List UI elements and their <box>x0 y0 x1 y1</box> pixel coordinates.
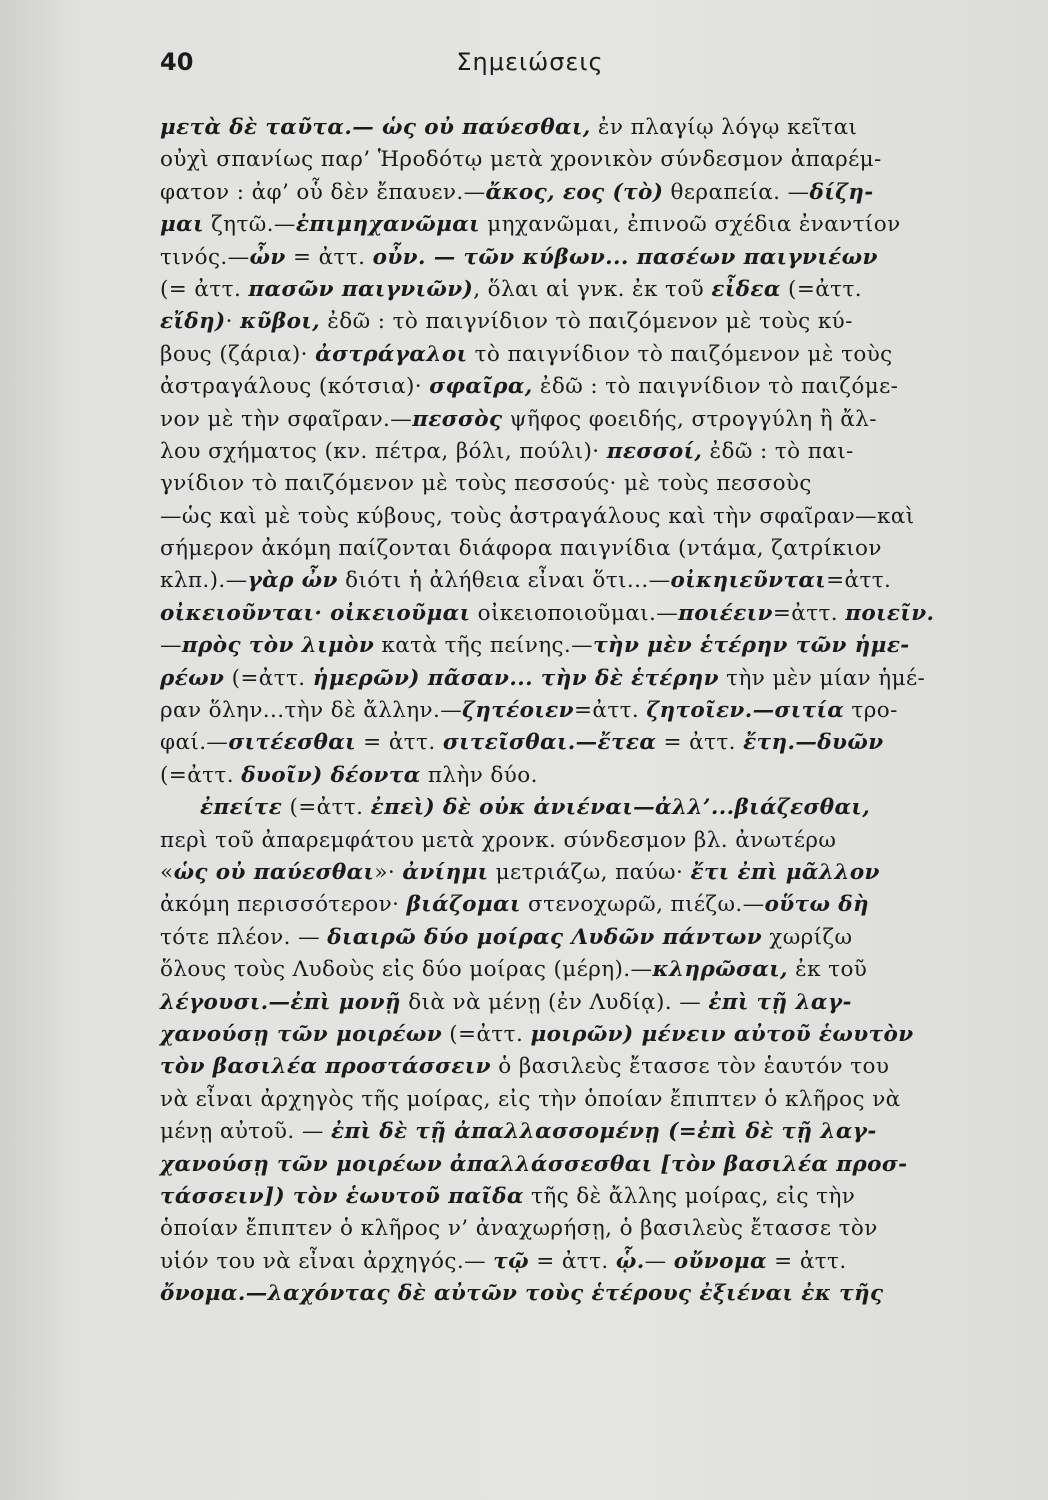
text-line <box>160 663 926 695</box>
gloss-text: φαί.— <box>160 730 229 756</box>
text-line <box>160 695 898 727</box>
lemma-term: πρὸς τὸν λιμὸν <box>181 633 375 659</box>
gloss-text: πλὴν δύο. <box>420 762 538 788</box>
gloss-text: υἱόν του νὰ εἶναι ἀρχηγός.— <box>160 1248 494 1274</box>
lemma-term: ἔτι ἐπὶ μᾶλλον <box>690 859 880 885</box>
gloss-text: μηχανῶμαι, ἐπινοῶ σχέδια ἐναντίον <box>479 212 901 238</box>
gloss-text: =ἀττ. <box>573 698 647 724</box>
gloss-text: (= ἀττ. <box>160 276 249 302</box>
lemma-term: ἀνίημι <box>402 859 489 885</box>
lemma-term: ἐπεὶ) δὲ οὐκ ἀνιέναι—ἀλλ’...βιάζεσθαι, <box>370 795 871 821</box>
gloss-text: ὅλους τοὺς Λυδοὺς εἰς δύο μοίρας (μέρη).— <box>160 957 653 983</box>
lemma-term: γὰρ ὦν <box>247 568 338 594</box>
text-line <box>160 1084 901 1116</box>
gloss-text: νὰ εἶναι ἀρχηγὸς τῆς μοίρας, εἰς τὴν ὁποίαν ἔπιπτεν ὁ κλῆρος νὰ <box>160 1086 901 1112</box>
lemma-term: βιάζομαι <box>406 892 521 918</box>
gloss-text: διὰ νὰ μένῃ (ἐν Λυδίᾳ). — <box>400 989 709 1015</box>
gloss-text: = ἀττ. <box>528 1248 616 1274</box>
lemma-term: ἐπείτε <box>200 795 283 821</box>
lemma-term: ἐπὶ τῇ λαγ- <box>708 989 852 1015</box>
lemma-term: ὦν <box>249 244 286 270</box>
gloss-text: , ὅλαι αἱ γνκ. ἐκ τοῦ <box>473 276 712 302</box>
text-line <box>160 1181 898 1213</box>
text-line <box>160 339 898 371</box>
lemma-term: τὸν βασιλέα προστάσσειν <box>160 1054 491 1080</box>
text-line <box>160 371 898 403</box>
lemma-term: ἐπιμηχανῶμαι <box>295 212 480 238</box>
text-line <box>160 112 898 144</box>
lemma-term: κληρῶσαι, <box>652 957 788 983</box>
lemma-term: εἶδεα <box>711 276 781 302</box>
gloss-text: ὁποίαν ἔπιπτεν ὁ κλῆρος ν’ ἀναχωρήσῃ, ὁ βασιλεὺς ἔτασσε τὸν <box>160 1216 878 1242</box>
gloss-text: —ὡς καὶ μὲ τοὺς κύβους, τοὺς ἀστραγάλους καὶ τὴν σφαῖραν—καὶ <box>160 503 915 529</box>
text-line <box>160 825 898 857</box>
gloss-text: νον μὲ τὴν σφαῖραν.— <box>160 406 413 432</box>
lemma-term: τῷ <box>493 1248 529 1274</box>
gloss-text: οἰκειοποιοῦμαι.— <box>470 600 679 626</box>
text-line <box>160 404 898 436</box>
gloss-text: θεραπεία. — <box>663 179 810 205</box>
gloss-text: οὐχὶ σπανίως παρ’ Ἡροδότῳ μετὰ χρονικὸν σύνδεσμον ἀπαρέμ- <box>160 147 882 173</box>
gloss-text: — <box>160 633 182 659</box>
lemma-term: οὕτω δὴ <box>764 892 870 918</box>
gloss-text: φατον : ἀφ’ οὗ δὲν ἔπαυεν.— <box>160 179 486 205</box>
lemma-term: ᾧ. <box>615 1248 645 1274</box>
text-line <box>160 598 935 630</box>
text-line <box>160 1213 898 1245</box>
lemma-term: εἴδη) <box>160 309 226 335</box>
gloss-text: κατὰ τῆς πείνης.— <box>374 633 594 659</box>
gloss-text: « <box>160 859 174 885</box>
text-line <box>160 922 898 954</box>
gloss-text: (=ἀττ. <box>442 1021 531 1047</box>
gloss-text: στενοχωρῶ, πιέζω.— <box>520 892 765 918</box>
gloss-text: (=ἀττ. <box>224 665 313 691</box>
lemma-term: δίζη- <box>809 179 874 205</box>
page-number: 40 <box>160 48 194 76</box>
lemma-term: δυοῖν) δέοντα <box>241 762 421 788</box>
gloss-text: ἐδῶ : τὸ παι- <box>702 438 854 464</box>
text-line <box>160 209 901 241</box>
lemma-term: μαι <box>160 212 204 238</box>
gloss-text: — <box>644 1248 674 1274</box>
lemma-term: οἰκηιεῦνται <box>670 568 827 594</box>
gloss-text: (=ἀττ. <box>282 795 371 821</box>
text-line <box>160 1019 914 1051</box>
lemma-term: ζητέοιεν <box>462 698 574 724</box>
text-line <box>160 274 898 306</box>
lemma-term: ἄκος, εος (τὸ) <box>485 179 664 205</box>
gloss-text: γνίδιον τὸ παιζόμενον μὲ τοὺς πεσσούς· μὲ τοὺς πεσσοὺς <box>160 471 812 497</box>
lemma-term: ὡς οὐ παύεσθαι <box>173 859 375 885</box>
lemma-term: πεσσὸς <box>412 406 503 432</box>
gloss-text: σήμερον ἀκόμη παίζονται διάφορα παιγνίδια (ντάμα, ζατρίκιον <box>160 536 882 562</box>
text-line <box>160 468 898 500</box>
lemma-term: διαιρῶ δύο μοίρας Λυδῶν πάντων <box>327 924 763 950</box>
lemma-term: οὔνομα <box>673 1248 767 1274</box>
notes-body <box>160 112 935 1310</box>
gloss-text: τῆς δὲ ἄλλης μοίρας, εἰς τὴν <box>523 1183 856 1209</box>
text-line <box>160 501 915 533</box>
gloss-text: μένῃ αὐτοῦ. — <box>160 1119 331 1145</box>
lemma-term: οὖν. — τῶν κύβων... πασέων παιγνιέων <box>372 244 878 270</box>
text-line <box>160 242 898 274</box>
gloss-text: =ἀττ. <box>772 600 846 626</box>
lemma-term: μοιρῶν) μένειν αὐτοῦ ἑωυτὸν <box>530 1021 914 1047</box>
gloss-text: χωρίζω <box>762 924 853 950</box>
gloss-text: = ἀττ. <box>656 730 744 756</box>
text-line <box>160 1278 898 1310</box>
gloss-text: ὁ βασιλεὺς ἔτασσε τὸν ἑαυτόν του <box>491 1054 890 1080</box>
gloss-text: ἀστραγάλους (κότσια)· <box>160 374 430 400</box>
lemma-term: σιτέεσθαι <box>228 730 356 756</box>
gloss-text: »· <box>374 859 403 885</box>
text-line <box>160 760 898 792</box>
gloss-text: (=ἀττ. <box>160 762 242 788</box>
gloss-text: τότε πλέον. — <box>160 924 328 950</box>
text-line <box>160 1149 908 1181</box>
lemma-term: τάσσειν]) τὸν ἑωυτοῦ παῖδα <box>160 1183 524 1209</box>
gloss-text: κλπ.).— <box>160 568 248 594</box>
lemma-term: πασῶν παιγνιῶν) <box>248 276 474 302</box>
gloss-text: ἀκόμη περισσότερον· <box>160 892 407 918</box>
text-line <box>160 987 898 1019</box>
text-line <box>160 1116 898 1148</box>
text-line <box>160 727 898 759</box>
gloss-text: βους (ζάρια)· <box>160 341 316 367</box>
gloss-text: τὴν μὲν μίαν ἡμέ- <box>718 665 926 691</box>
gloss-text: τρο- <box>844 698 898 724</box>
lemma-term: σφαῖρα, <box>429 374 533 400</box>
gloss-text: περὶ τοῦ ἀπαρεμφάτου μετὰ χρονκ. σύνδεσμον βλ. ἀνωτέρω <box>160 827 837 853</box>
gloss-text: λου σχήματος (κν. πέτρα, βόλι, πούλι)· <box>160 438 607 464</box>
gloss-text: ἐν πλαγίῳ λόγῳ κεῖται <box>590 115 858 140</box>
lemma-term: τὴν μὲν ἑτέρην τῶν ἡμε- <box>593 633 910 659</box>
gloss-text: (=ἀττ. <box>780 276 863 302</box>
text-line <box>160 792 898 824</box>
lemma-term: ἐπὶ δὲ τῇ ἀπαλλασσομένῃ (=ἐπὶ δὲ τῇ λαγ- <box>331 1119 877 1145</box>
lemma-term: λέγουσι.—ἐπὶ μονῇ <box>160 989 401 1015</box>
lemma-term: χανούσῃ τῶν μοιρέων <box>160 1021 443 1047</box>
gloss-text: = ἀττ. <box>355 730 443 756</box>
text-line <box>160 857 898 889</box>
gloss-text: =ἀττ. <box>826 568 892 594</box>
lemma-term: σιτεῖσθαι.—ἔτεα <box>442 730 657 756</box>
gloss-text: τινός.— <box>160 244 250 270</box>
text-line <box>160 630 910 662</box>
lemma-term: ἔτη.—δυῶν <box>743 730 884 756</box>
lemma-term: ἀστράγαλοι <box>315 341 468 367</box>
gloss-text: ζητῶ.— <box>203 212 296 238</box>
gloss-text: ἐδῶ : τὸ παιγνίδιον τὸ παιζόμε- <box>532 374 899 400</box>
gloss-text: διότι ἡ ἀλήθεια εἶναι ὅτι...— <box>337 568 671 594</box>
text-line <box>160 436 898 468</box>
lemma-term: χανούσῃ τῶν μοιρέων ἀπαλλάσσεσθαι [τὸν βασιλέα προσ- <box>160 1151 908 1177</box>
lemma-term: μετὰ δὲ ταῦτα.— ὡς οὐ παύεσθαι, <box>160 115 591 140</box>
lemma-term: ρέων <box>160 665 225 691</box>
gloss-text: ἐκ τοῦ <box>787 957 868 983</box>
text-line <box>160 177 898 209</box>
lemma-term: ἡμερῶν) πᾶσαν... τὴν δὲ ἑτέρην <box>312 665 719 691</box>
lemma-term: ὄνομα.—λαχόντας δὲ αὐτῶν τοὺς ἑτέρους ἐξιέναι ἐκ τῆς <box>160 1281 884 1307</box>
lemma-term: κῦβοι, <box>240 309 321 335</box>
gloss-text: τὸ παιγνίδιον τὸ παιζόμενον μὲ τοὺς <box>467 341 893 367</box>
text-line <box>160 954 898 986</box>
text-line <box>160 889 898 921</box>
gloss-text: μετριάζω, παύω· <box>488 859 691 885</box>
text-line <box>160 533 898 565</box>
running-head: Σημειώσεις <box>456 48 604 76</box>
text-line <box>160 565 898 597</box>
lemma-term: ζητοῖεν.—σιτία <box>646 698 845 724</box>
text-line <box>160 1051 898 1083</box>
text-line <box>160 144 898 176</box>
text-line <box>160 306 898 338</box>
gloss-text: = ἀττ. <box>766 1248 847 1274</box>
gloss-text: ψῆφος φοειδής, στρογγύλη ἢ ἄλ- <box>502 406 877 432</box>
gloss-text: ἐδῶ : τὸ παιγνίδιον τὸ παιζόμενον μὲ τοὺς κύ- <box>320 309 853 335</box>
lemma-term: πεσσοί, <box>606 438 703 464</box>
gloss-text: · <box>225 309 241 335</box>
lemma-term: ποιέειν <box>678 600 773 626</box>
text-line <box>160 1246 898 1278</box>
gloss-text: = ἀττ. <box>285 244 373 270</box>
lemma-term: οἰκειοῦνται· οἰκειοῦμαι <box>160 600 471 626</box>
lemma-term: ποιεῖν. <box>845 600 935 626</box>
gloss-text: ραν ὅλην...τὴν δὲ ἄλλην.— <box>160 698 463 724</box>
page-header <box>160 48 900 84</box>
